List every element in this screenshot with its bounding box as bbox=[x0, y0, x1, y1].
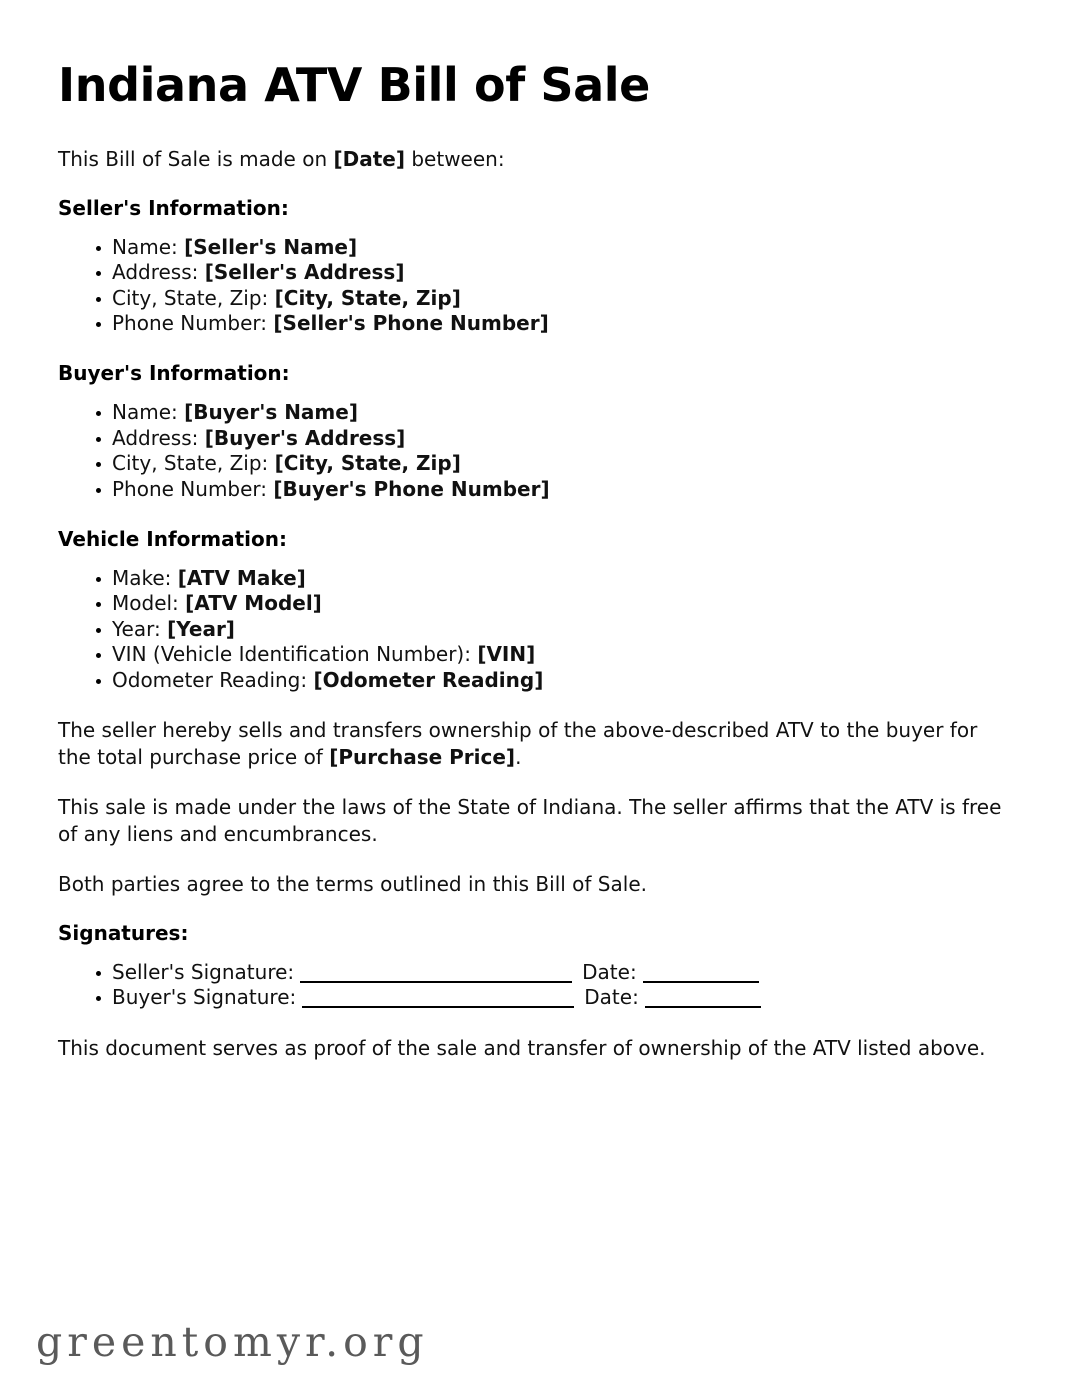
field-label: VIN (Vehicle Identification Number): bbox=[112, 642, 478, 667]
field-placeholder: [Odometer Reading] bbox=[313, 667, 544, 692]
list-item bbox=[58, 235, 1008, 260]
field-placeholder: [ATV Make] bbox=[177, 566, 306, 591]
vehicle-information-list bbox=[58, 566, 1008, 693]
field-placeholder: [Year] bbox=[167, 616, 235, 641]
field-placeholder: [Buyer's Name] bbox=[184, 400, 358, 425]
field-placeholder: [Seller's Name] bbox=[184, 234, 358, 259]
field-label: City, State, Zip: bbox=[112, 285, 275, 310]
law-paragraph: This sale is made under the laws of the State of Indiana. The seller affirms that the ATV is free of any liens and encumbrances. bbox=[58, 794, 1002, 847]
field-label: Odometer Reading: bbox=[112, 667, 314, 692]
field-label: Phone Number: bbox=[112, 311, 274, 336]
closing-paragraph: This document serves as proof of the sale and transfer of ownership of the ATV listed above. bbox=[58, 1035, 986, 1060]
intro-text-after: between: bbox=[405, 146, 505, 171]
list-item bbox=[58, 451, 1008, 476]
agreement-paragraph: Both parties agree to the terms outlined in this Bill of Sale. bbox=[58, 871, 647, 896]
page-title: Indiana ATV Bill of Sale bbox=[58, 58, 650, 112]
buyer-information-list bbox=[58, 400, 1008, 502]
buyer-information-heading: Buyer's Information: bbox=[58, 361, 290, 386]
field-label: Year: bbox=[112, 616, 168, 641]
buyer-date-label: Date: bbox=[584, 985, 639, 1010]
seller-signature-line[interactable] bbox=[300, 981, 572, 983]
list-item bbox=[58, 642, 1008, 667]
field-label: City, State, Zip: bbox=[112, 451, 275, 476]
seller-information-list bbox=[58, 235, 1008, 337]
field-label: Name: bbox=[112, 400, 185, 425]
field-label: Phone Number: bbox=[112, 476, 274, 501]
seller-information-heading: Seller's Information: bbox=[58, 195, 289, 220]
intro-text-before: This Bill of Sale is made on bbox=[58, 146, 334, 171]
field-placeholder: [Seller's Address] bbox=[204, 260, 405, 285]
list-item bbox=[58, 286, 1008, 311]
list-item bbox=[58, 566, 1008, 591]
field-placeholder: [ATV Model] bbox=[185, 591, 322, 616]
list-item bbox=[58, 985, 1008, 1010]
site-watermark: greentomyr.org bbox=[36, 1318, 429, 1366]
transfer-text-after: . bbox=[515, 745, 522, 770]
document-content bbox=[58, 60, 1008, 1084]
seller-date-label: Date: bbox=[582, 959, 637, 984]
signatures-heading: Signatures: bbox=[58, 920, 189, 945]
list-item bbox=[58, 311, 1008, 336]
field-placeholder: [City, State, Zip] bbox=[274, 285, 461, 310]
seller-date-line[interactable] bbox=[643, 981, 759, 983]
field-placeholder: [Buyer's Phone Number] bbox=[273, 476, 550, 501]
buyer-signature-label: Buyer's Signature: bbox=[112, 985, 297, 1010]
intro-paragraph bbox=[58, 146, 1008, 173]
transfer-text-before: The seller hereby sells and transfers ownership of the above-described ATV to the buyer for the total purchase price of bbox=[58, 717, 978, 770]
field-placeholder: [City, State, Zip] bbox=[274, 451, 461, 476]
field-label: Make: bbox=[112, 566, 178, 591]
field-label: Model: bbox=[112, 591, 186, 616]
seller-signature-row bbox=[112, 960, 765, 985]
field-placeholder: [VIN] bbox=[477, 642, 536, 667]
purchase-price-placeholder: [Purchase Price] bbox=[329, 745, 516, 770]
field-label: Name: bbox=[112, 234, 185, 259]
list-item bbox=[58, 426, 1008, 451]
list-item bbox=[58, 260, 1008, 285]
seller-signature-label: Seller's Signature: bbox=[112, 959, 295, 984]
buyer-signature-row bbox=[112, 985, 767, 1010]
list-item bbox=[58, 668, 1008, 693]
list-item bbox=[58, 400, 1008, 425]
field-placeholder: [Buyer's Address] bbox=[204, 425, 406, 450]
list-item bbox=[58, 591, 1008, 616]
list-item bbox=[58, 617, 1008, 642]
field-placeholder: [Seller's Phone Number] bbox=[273, 311, 549, 336]
vehicle-information-heading: Vehicle Information: bbox=[58, 527, 287, 552]
buyer-date-line[interactable] bbox=[645, 1006, 761, 1008]
date-placeholder: [Date] bbox=[333, 146, 405, 171]
transfer-paragraph bbox=[58, 717, 1008, 772]
list-item bbox=[58, 477, 1008, 502]
field-label: Address: bbox=[112, 260, 205, 285]
signatures-list bbox=[58, 960, 1008, 1011]
field-label: Address: bbox=[112, 425, 205, 450]
buyer-signature-line[interactable] bbox=[302, 1006, 574, 1008]
list-item bbox=[58, 960, 1008, 985]
